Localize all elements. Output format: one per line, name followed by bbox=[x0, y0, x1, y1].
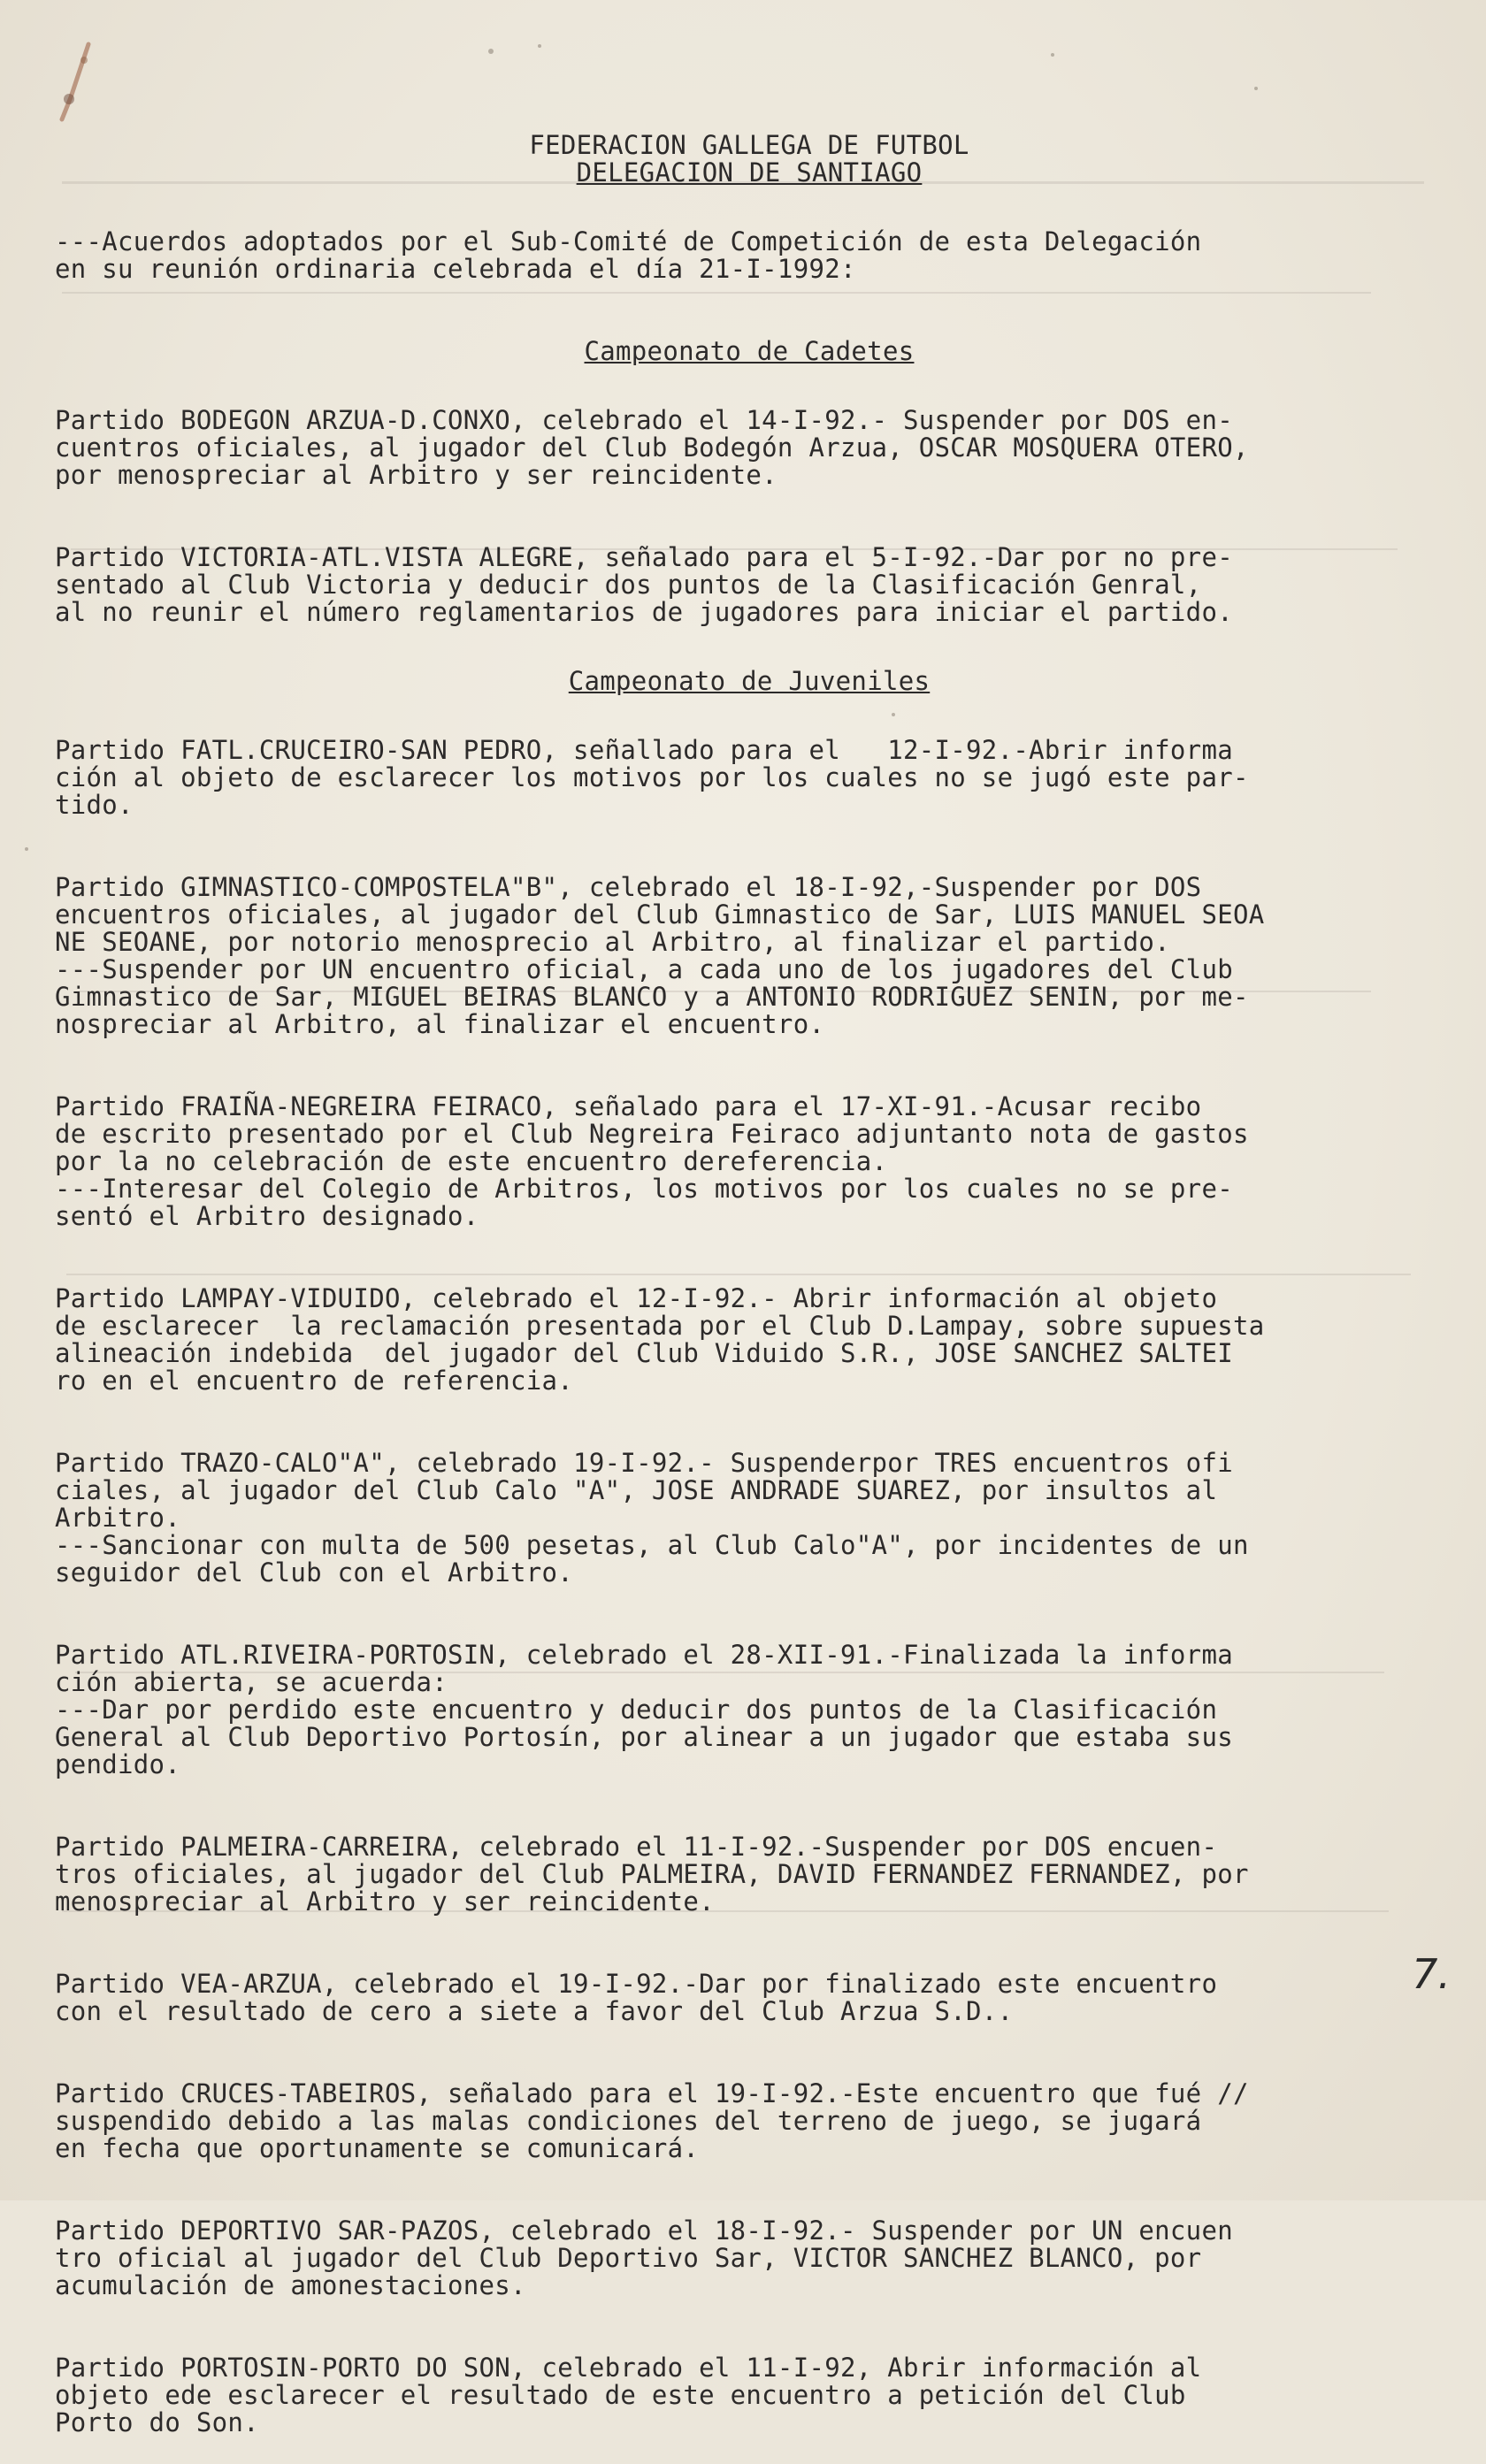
text-line: suspendido debido a las malas condiciones del terreno de juego, se jugará bbox=[55, 2106, 1202, 2136]
text-line: ---Dar por perdido este encuentro y deducir dos puntos de la Clasificación bbox=[55, 1695, 1218, 1725]
text-line: de escrito presentado por el Club Negreira Feiraco adjuntanto nota de gastos bbox=[55, 1119, 1249, 1149]
section-title-cadetes: Campeonato de Cadetes bbox=[584, 336, 915, 366]
text-line: Gimnastico de Sar, MIGUEL BEIRAS BLANCO y a ANTONIO RODRIGUEZ SENIN, por me- bbox=[55, 982, 1249, 1012]
text-line: pendido. bbox=[55, 1749, 181, 1779]
text-line: Partido CRUCES-TABEIROS, señalado para el 19-I-92.-Este encuentro que fué // bbox=[55, 2078, 1249, 2108]
ruling-paragraph bbox=[55, 874, 1444, 1038]
header-federation: FEDERACION GALLEGA DE FUTBOL bbox=[529, 130, 969, 160]
text-line: ro en el encuentro de referencia. bbox=[55, 1366, 574, 1396]
text-line: alineación indebida del jugador del Club Viduido S.R., JOSE SANCHEZ SALTEI bbox=[55, 1338, 1233, 1368]
text-line: Partido FRAIÑA-NEGREIRA FEIRACO, señalado para el 17-XI-91.-Acusar recibo bbox=[55, 1091, 1202, 1121]
text-line: con el resultado de cero a siete a favor del Club Arzua S.D.. bbox=[55, 1996, 1014, 2026]
text-line: Porto do Son. bbox=[55, 2407, 259, 2437]
ruling-paragraph bbox=[55, 407, 1444, 489]
text-line: Partido ATL.RIVEIRA-PORTOSIN, celebrado el 28-XII-91.-Finalizada la informa bbox=[55, 1640, 1233, 1670]
text-line: en fecha que oportunamente se comunicará. bbox=[55, 2133, 700, 2163]
section-title-juveniles: Campeonato de Juveniles bbox=[568, 666, 931, 696]
ruling-paragraph bbox=[55, 737, 1444, 819]
text-line: NE SEOANE, por notorio menosprecio al Arbitro, al finalizar el partido. bbox=[55, 927, 1170, 957]
text-line: Partido FATL.CRUCEIRO-SAN PEDRO, señallado para el 12-I-92.-Abrir informa bbox=[55, 735, 1233, 765]
text-line: ciales, al jugador del Club Calo "A", JOSE ANDRADE SUAREZ, por insultos al bbox=[55, 1475, 1218, 1505]
ruling-paragraph bbox=[55, 2217, 1444, 2299]
text-line: seguidor del Club con el Arbitro. bbox=[55, 1557, 574, 1588]
text-line: tro oficial al jugador del Club Deportivo Sar, VICTOR SANCHEZ BLANCO, por bbox=[55, 2243, 1202, 2273]
ruling-paragraph bbox=[55, 1285, 1444, 1395]
text-line: por la no celebración de este encuentro dereferencia. bbox=[55, 1146, 888, 1176]
ruling-paragraph bbox=[55, 2354, 1444, 2437]
intro-paragraph bbox=[55, 228, 1444, 283]
ruling-paragraph bbox=[55, 544, 1444, 626]
text-line: en su reunión ordinaria celebrada el día 21-I-1992: bbox=[55, 254, 856, 284]
text-line: menospreciar al Arbitro y ser reincidente. bbox=[55, 1886, 715, 1917]
ruling-paragraph bbox=[55, 1641, 1444, 1779]
document-header bbox=[55, 132, 1444, 187]
text-line: Partido DEPORTIVO SAR-PAZOS, celebrado el 18-I-92.- Suspender por UN encuen bbox=[55, 2215, 1233, 2246]
ruling-paragraph bbox=[55, 1450, 1444, 1587]
text-line: encuentros oficiales, al jugador del Club Gimnastico de Sar, LUIS MANUEL SEOA bbox=[55, 899, 1265, 930]
text-line: tros oficiales, al jugador del Club PALMEIRA, DAVID FERNANDEZ FERNANDEZ, por bbox=[55, 1859, 1249, 1889]
text-line: ción al objeto de esclarecer los motivos por los cuales no se jugó este par- bbox=[55, 762, 1249, 792]
ruling-paragraph bbox=[55, 1093, 1444, 1230]
page-number: 7. bbox=[1412, 1950, 1451, 1998]
text-line: Partido VICTORIA-ATL.VISTA ALEGRE, señalado para el 5-I-92.-Dar por no pre- bbox=[55, 542, 1233, 572]
text-line: ción abierta, se acuerda: bbox=[55, 1667, 448, 1697]
text-line: ---Interesar del Colegio de Arbitros, los motivos por los cuales no se pre- bbox=[55, 1174, 1233, 1204]
text-line: Partido LAMPAY-VIDUIDO, celebrado el 12-I-92.- Abrir información al objeto bbox=[55, 1283, 1218, 1313]
text-line: por menospreciar al Arbitro y ser reincidente. bbox=[55, 460, 777, 490]
ruling-paragraph bbox=[55, 1970, 1444, 2025]
text-line: acumulación de amonestaciones. bbox=[55, 2270, 526, 2300]
text-line: Partido VEA-ARZUA, celebrado el 19-I-92.-Dar por finalizado este encuentro bbox=[55, 1969, 1218, 1999]
text-line: Partido PALMEIRA-CARREIRA, celebrado el 11-I-92.-Suspender por DOS encuen- bbox=[55, 1832, 1218, 1862]
text-line: sentado al Club Victoria y deducir dos puntos de la Clasificación Genral, bbox=[55, 570, 1202, 600]
text-line: ---Suspender por UN encuentro oficial, a cada uno de los jugadores del Club bbox=[55, 954, 1233, 984]
text-line: Partido PORTOSIN-PORTO DO SON, celebrado el 11-I-92, Abrir información al bbox=[55, 2353, 1202, 2383]
text-line: ---Acuerdos adoptados por el Sub-Comité de Competición de esta Delegación bbox=[55, 226, 1202, 256]
text-line: Arbitro. bbox=[55, 1503, 181, 1533]
text-line: Partido BODEGON ARZUA-D.CONXO, celebrado el 14-I-92.- Suspender por DOS en- bbox=[55, 405, 1233, 435]
document-body bbox=[55, 104, 1444, 2464]
text-line: al no reunir el número reglamentarios de jugadores para iniciar el partido. bbox=[55, 597, 1233, 627]
ruling-paragraph bbox=[55, 2080, 1444, 2162]
ruling-paragraph bbox=[55, 1833, 1444, 1916]
text-line: objeto ede esclarecer el resultado de este encuentro a petición del Club bbox=[55, 2380, 1186, 2410]
text-line: de esclarecer la reclamación presentada por el Club D.Lampay, sobre supuesta bbox=[55, 1311, 1265, 1341]
header-delegation: DELEGACION DE SANTIAGO bbox=[576, 157, 923, 187]
text-line: General al Club Deportivo Portosín, por alinear a un jugador que estaba sus bbox=[55, 1722, 1233, 1752]
text-line: Partido GIMNASTICO-COMPOSTELA"B", celebrado el 18-I-92,-Suspender por DOS bbox=[55, 872, 1202, 902]
text-line: cuentros oficiales, al jugador del Club Bodegón Arzua, OSCAR MOSQUERA OTERO, bbox=[55, 432, 1249, 463]
text-line: Partido TRAZO-CALO"A", celebrado 19-I-92.- Suspenderpor TRES encuentros ofi bbox=[55, 1448, 1233, 1478]
text-line: ---Sancionar con multa de 500 pesetas, al Club Calo"A", por incidentes de un bbox=[55, 1530, 1249, 1560]
text-line: tido. bbox=[55, 790, 134, 820]
text-line: sentó el Arbitro designado. bbox=[55, 1201, 479, 1231]
text-line: nospreciar al Arbitro, al finalizar el encuentro. bbox=[55, 1009, 825, 1039]
